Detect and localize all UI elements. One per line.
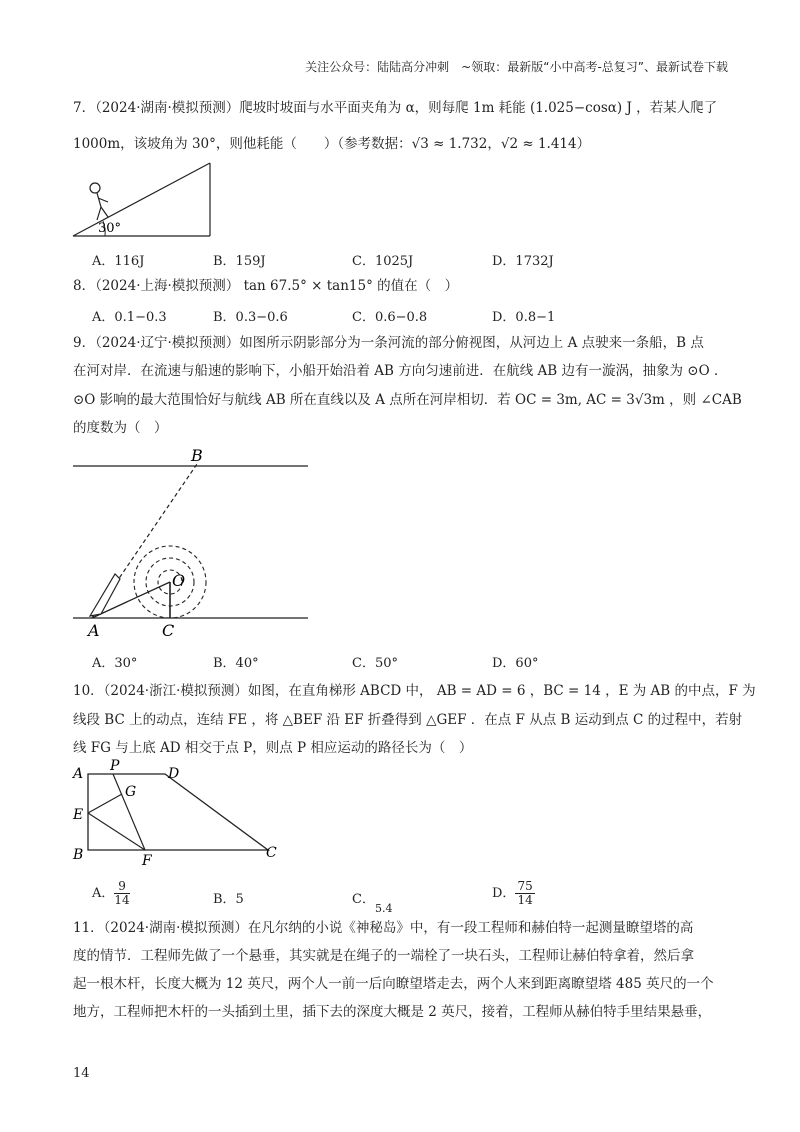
- page-header: 关注公众号：陆陆高分冲刺 ~领取：最新版“小中高考-总复习”、最新试卷下载: [305, 60, 728, 74]
- q10-label-d: D: [168, 766, 180, 782]
- segment-ef: [88, 813, 145, 850]
- q10-line3: 线 FG 与上底 AD 相交于点 P，则点 P 相应运动的路径长为（ ）: [73, 740, 473, 756]
- page-number: 14: [73, 1066, 90, 1081]
- q10-label-g: G: [125, 784, 137, 800]
- segment-eg: [88, 794, 122, 813]
- boat-shape: [90, 574, 120, 616]
- q11-line4: 地方，工程师把木杆的一头插到土里，插下去的深度大概是 2 英尺，接着，工程师从赫伯特手里结果悬垂，: [73, 1004, 712, 1020]
- q10-line1: 10．（2024·浙江·模拟预测）如图，在直角梯形 ABCD 中， AB = AD = 6 ，BC = 14 ，E 为 AB 的中点，F 为: [73, 683, 756, 699]
- q8-option-c[interactable]: C．0.6−0.8: [352, 310, 428, 325]
- q7-option-d[interactable]: D．1732J: [492, 254, 554, 269]
- q10-label-p: P: [110, 758, 120, 774]
- q8-option-a[interactable]: A．0.1−0.3: [92, 310, 167, 325]
- q10-option-a[interactable]: [92, 880, 130, 907]
- q7-option-b[interactable]: B．159J: [213, 254, 266, 269]
- q7-line1: 7．（2024·湖南·模拟预测）爬坡时坡面与水平面夹角为 α，则每爬 1m 耗能 (1.025−cosα) J ，若某人爬了: [73, 100, 718, 116]
- q10-label-a: A: [73, 766, 84, 782]
- q9-line2: 在河对岸．在流速与船速的影响下，小船开始沿着 AB 方向匀速前进．在航线 AB 边有一漩涡，抽象为 ⊙O ．: [73, 363, 728, 379]
- q9-line4: 的度数为（ ）: [73, 420, 168, 436]
- q10-label-c: C: [266, 845, 277, 861]
- q7-option-c[interactable]: C．1025J: [352, 254, 414, 269]
- q10-option-c-prefix: C．: [352, 892, 375, 907]
- q9-option-d[interactable]: D．60°: [492, 656, 539, 671]
- q9-river-figure: [70, 444, 320, 642]
- q10-trapezoid-figure: [70, 758, 295, 868]
- q7-line2: 1000m，该坡角为 30°，则他耗能（ ）（参考数据：√3 ≈ 1.732，√2 ≈ 1.414）: [73, 136, 591, 152]
- q11-line3: 起一根木杆，长度大概为 12 英尺，两个人一前一后向瞭望塔走去，两个人来到距离瞭望塔 485 英尺的一个: [73, 976, 714, 992]
- q9-option-b[interactable]: B．40°: [213, 656, 259, 671]
- q9-label-o: O: [172, 571, 186, 590]
- fraction-denominator: 14: [517, 893, 533, 907]
- q10-label-f: F: [142, 853, 152, 868]
- q10-line2: 线段 BC 上的动点，连结 FE ，将 △BEF 沿 EF 折叠得到 △GEF ．在点 F 从点 B 运动到点 C 的过程中，若射: [73, 712, 743, 728]
- climber-icon: [90, 183, 108, 220]
- q8-option-d[interactable]: D．0.8−1: [492, 310, 556, 325]
- q10-option-b[interactable]: B．5: [213, 892, 244, 907]
- q8-line1: 8．（2024·上海·模拟预测） tan 67.5° × tan15° 的值在（ ）: [73, 278, 459, 294]
- q9-option-a[interactable]: A．30°: [92, 656, 138, 671]
- q11-line2: 度的情节．工程师先做了一个悬垂，其实就是在绳子的一端栓了一块石头，工程师让赫伯特拿着，然后拿: [73, 948, 694, 964]
- fraction-denominator: 14: [114, 893, 130, 907]
- q10-option-d-fraction: [515, 880, 534, 907]
- q10-option-d-prefix: D．: [492, 886, 516, 901]
- q9-label-a: A: [88, 621, 100, 640]
- q7-option-a[interactable]: A．116J: [92, 254, 145, 269]
- q7-slope-figure: [70, 160, 220, 240]
- q10-option-c-value: 5.4: [374, 902, 393, 915]
- q9-label-b: B: [191, 446, 203, 465]
- q7-angle-label: 30°: [98, 221, 122, 236]
- q9-option-c[interactable]: C．50°: [352, 656, 398, 671]
- q9-label-c: C: [162, 621, 175, 640]
- q8-option-b[interactable]: B．0.3−0.6: [213, 310, 288, 325]
- q9-line1: 9．（2024·辽宁·模拟预测）如图所示阴影部分为一条河流的部分俯视图，从河边上 A 点驶来一条船，B 点: [73, 335, 704, 351]
- q10-option-d[interactable]: [492, 880, 535, 907]
- fraction-numerator: 9: [114, 880, 129, 894]
- q10-option-a-fraction: [114, 880, 129, 907]
- q9-line3: ⊙O 影响的最大范围恰好与航线 AB 所在直线以及 A 点所在河岸相切．若 OC = 3m, AC = 3√3m ，则 ∠CAB: [73, 392, 742, 408]
- slope-line: [73, 163, 210, 236]
- fraction-numerator: 75: [517, 879, 533, 893]
- q10-option-c[interactable]: [352, 888, 393, 915]
- q10-label-b: B: [73, 847, 84, 863]
- q10-option-a-prefix: A．: [92, 886, 115, 901]
- trapezoid-abcd: [88, 774, 268, 850]
- q11-line1: 11．（2024·湖南·模拟预测）在凡尔纳的小说《神秘岛》中，有一段工程师和赫伯特一起测量瞭望塔的高: [73, 920, 694, 936]
- q10-label-e: E: [73, 807, 84, 823]
